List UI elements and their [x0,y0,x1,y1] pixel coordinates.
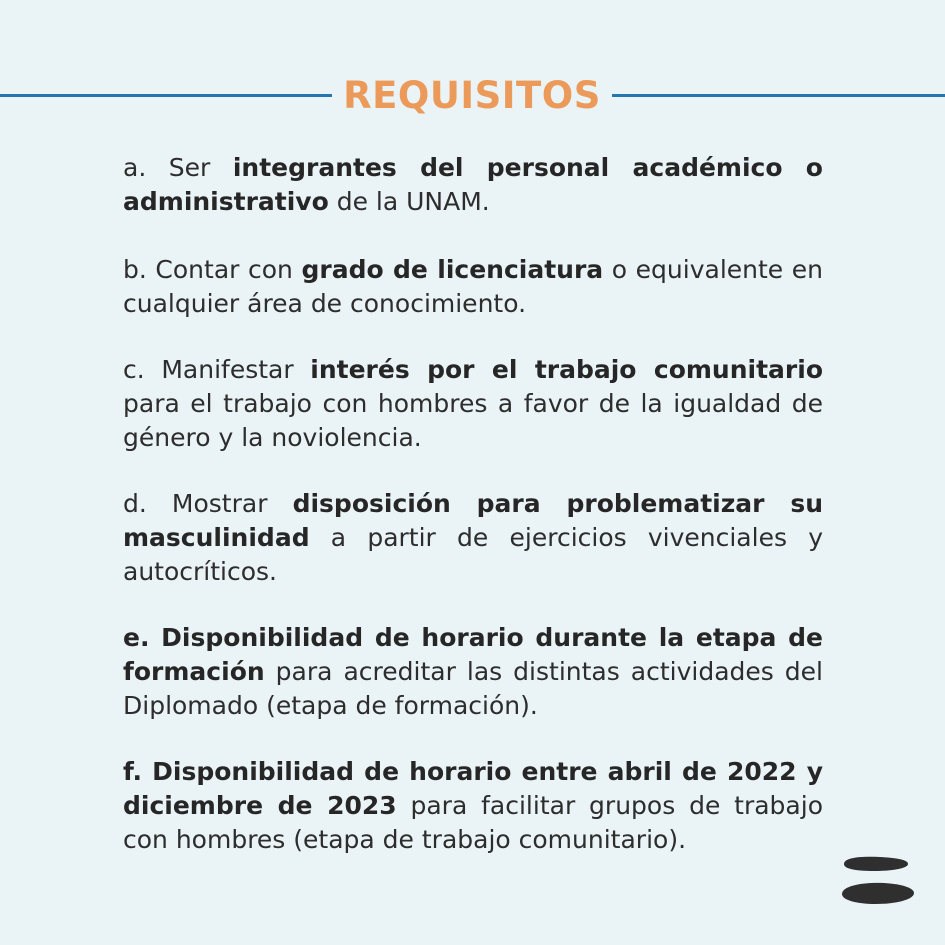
requirement-e: e. Disponibilidad de horario durante la etapa de formación para acreditar las distintas actividades del Diplomado (etapa de formación). [123,623,823,720]
requirement-a: a. Ser integrantes del personal académico o administrativo de la UNAM. [123,153,823,216]
header-rule-left [0,94,332,97]
page-title: REQUISITOS [343,74,601,117]
requirement-c: c. Manifestar interés por el trabajo comunitario para el trabajo con hombres a favor de la igualdad de género y la noviolencia. [123,355,823,452]
requirement-b: b. Contar con grado de licenciatura o equivalente en cualquier área de conocimiento. [123,255,824,318]
header [0,68,945,124]
header-rule-right [612,94,945,97]
requirement-f: f. Disponibilidad de horario entre abril de 2022 y diciembre de 2023 para facilitar grupos de trabajo con hombres (etapa de trabajo comunitario). [123,757,823,854]
requirement-d: d. Mostrar disposición para problematizar su masculinidad a partir de ejercicios vivenciales y autocríticos. [123,489,824,586]
stacked-stones-logo-icon [838,852,918,908]
